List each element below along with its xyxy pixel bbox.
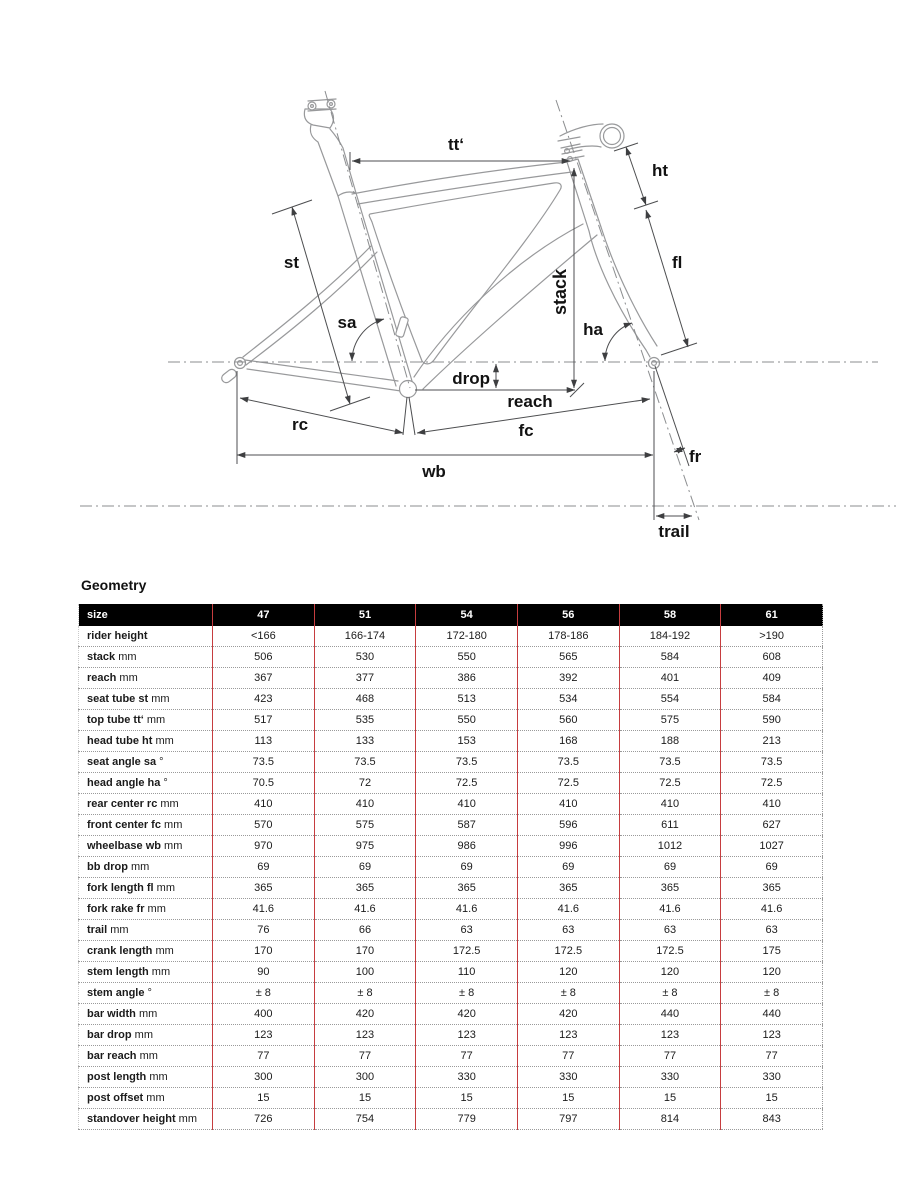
value-cell: 123 xyxy=(314,1025,416,1046)
size-column-header: 47 xyxy=(213,604,315,626)
value-cell: 535 xyxy=(314,710,416,731)
st-dimension xyxy=(292,207,350,404)
value-cell: 77 xyxy=(213,1046,315,1067)
row-label: front center fc mm xyxy=(79,815,213,836)
value-cell: 587 xyxy=(416,815,518,836)
row-label: rider height xyxy=(79,626,213,647)
table-row xyxy=(79,1046,823,1067)
geometry-table xyxy=(78,604,823,1130)
value-cell: 797 xyxy=(517,1109,619,1130)
size-column-header: 58 xyxy=(619,604,721,626)
value-cell: 170 xyxy=(213,941,315,962)
value-cell: 575 xyxy=(314,815,416,836)
value-cell: 175 xyxy=(721,941,823,962)
value-cell: 608 xyxy=(721,647,823,668)
table-row xyxy=(79,962,823,983)
value-cell: 100 xyxy=(314,962,416,983)
value-cell: 41.6 xyxy=(619,899,721,920)
value-cell: 517 xyxy=(213,710,315,731)
table-row xyxy=(79,1025,823,1046)
value-cell: 73.5 xyxy=(314,752,416,773)
table-row xyxy=(79,752,823,773)
table-row xyxy=(79,983,823,1004)
value-cell: 420 xyxy=(517,1004,619,1025)
value-cell: 63 xyxy=(517,920,619,941)
value-cell: 69 xyxy=(619,857,721,878)
row-label: fork length fl mm xyxy=(79,878,213,899)
table-row xyxy=(79,815,823,836)
value-cell: 506 xyxy=(213,647,315,668)
value-cell: ± 8 xyxy=(619,983,721,1004)
value-cell: 410 xyxy=(619,794,721,815)
value-cell: 41.6 xyxy=(213,899,315,920)
value-cell: 184-192 xyxy=(619,626,721,647)
value-cell: 330 xyxy=(721,1067,823,1088)
value-cell: 73.5 xyxy=(721,752,823,773)
value-cell: 77 xyxy=(721,1046,823,1067)
dim-label-trail: trail xyxy=(658,522,690,541)
table-row xyxy=(79,626,823,647)
row-label: crank length mm xyxy=(79,941,213,962)
dim-label-stack: stack xyxy=(550,268,570,316)
value-cell: 41.6 xyxy=(314,899,416,920)
value-cell: 596 xyxy=(517,815,619,836)
table-row xyxy=(79,710,823,731)
value-cell: 410 xyxy=(416,794,518,815)
value-cell: 76 xyxy=(213,920,315,941)
value-cell: 365 xyxy=(314,878,416,899)
value-cell: 123 xyxy=(721,1025,823,1046)
value-cell: 534 xyxy=(517,689,619,710)
value-cell: 330 xyxy=(619,1067,721,1088)
value-cell: 365 xyxy=(721,878,823,899)
table-row xyxy=(79,647,823,668)
value-cell: 584 xyxy=(721,689,823,710)
value-cell: 72.5 xyxy=(619,773,721,794)
seat-axis-line xyxy=(325,91,410,388)
steering-axis-line xyxy=(556,100,699,520)
dim-label-fl: fl xyxy=(672,253,683,272)
value-cell: 584 xyxy=(619,647,721,668)
value-cell: 15 xyxy=(213,1088,315,1109)
row-label: wheelbase wb mm xyxy=(79,836,213,857)
value-cell: 386 xyxy=(416,668,518,689)
row-label: seat angle sa ° xyxy=(79,752,213,773)
value-cell: 69 xyxy=(314,857,416,878)
value-cell: 72.5 xyxy=(416,773,518,794)
row-label: stack mm xyxy=(79,647,213,668)
table-row xyxy=(79,878,823,899)
table-row xyxy=(79,857,823,878)
value-cell: 377 xyxy=(314,668,416,689)
value-cell: 15 xyxy=(619,1088,721,1109)
value-cell: 575 xyxy=(619,710,721,731)
value-cell: 627 xyxy=(721,815,823,836)
value-cell: 70.5 xyxy=(213,773,315,794)
value-cell: 468 xyxy=(314,689,416,710)
value-cell: 420 xyxy=(416,1004,518,1025)
value-cell: 90 xyxy=(213,962,315,983)
row-label: fork rake fr mm xyxy=(79,899,213,920)
value-cell: 409 xyxy=(721,668,823,689)
value-cell: 15 xyxy=(314,1088,416,1109)
value-cell: 365 xyxy=(517,878,619,899)
value-cell: 400 xyxy=(213,1004,315,1025)
value-cell: 72.5 xyxy=(517,773,619,794)
value-cell: 110 xyxy=(416,962,518,983)
row-label: seat tube st mm xyxy=(79,689,213,710)
value-cell: 73.5 xyxy=(517,752,619,773)
value-cell: 41.6 xyxy=(416,899,518,920)
value-cell: 590 xyxy=(721,710,823,731)
value-cell: 611 xyxy=(619,815,721,836)
value-cell: 123 xyxy=(517,1025,619,1046)
value-cell: ± 8 xyxy=(721,983,823,1004)
dim-label-wb: wb xyxy=(422,462,446,481)
bike-frame-drawing xyxy=(220,99,660,398)
value-cell: 153 xyxy=(416,731,518,752)
value-cell: 73.5 xyxy=(213,752,315,773)
value-cell: 570 xyxy=(213,815,315,836)
value-cell: 69 xyxy=(517,857,619,878)
value-cell: 166-174 xyxy=(314,626,416,647)
value-cell: 814 xyxy=(619,1109,721,1130)
value-cell: 63 xyxy=(619,920,721,941)
dim-label-fr: fr xyxy=(689,447,702,466)
value-cell: 410 xyxy=(314,794,416,815)
dim-label-sa: sa xyxy=(337,313,357,332)
value-cell: 63 xyxy=(721,920,823,941)
value-cell: 330 xyxy=(416,1067,518,1088)
value-cell: 1012 xyxy=(619,836,721,857)
value-cell: 133 xyxy=(314,731,416,752)
value-cell: 77 xyxy=(619,1046,721,1067)
value-cell: 172.5 xyxy=(416,941,518,962)
value-cell: 410 xyxy=(517,794,619,815)
value-cell: 172.5 xyxy=(619,941,721,962)
value-cell: 15 xyxy=(416,1088,518,1109)
rc-dimension xyxy=(240,398,403,433)
row-label: reach mm xyxy=(79,668,213,689)
value-cell: 120 xyxy=(517,962,619,983)
row-label: bb drop mm xyxy=(79,857,213,878)
value-cell: ± 8 xyxy=(517,983,619,1004)
value-cell: 66 xyxy=(314,920,416,941)
dim-label-tt: tt‘ xyxy=(447,135,465,154)
value-cell: 986 xyxy=(416,836,518,857)
table-row xyxy=(79,1004,823,1025)
size-column-header: 54 xyxy=(416,604,518,626)
dimension-labels xyxy=(284,135,702,541)
value-cell: 300 xyxy=(213,1067,315,1088)
row-label: standover height mm xyxy=(79,1109,213,1130)
row-label: rear center rc mm xyxy=(79,794,213,815)
fl-dimension xyxy=(646,210,688,347)
section-title: Geometry xyxy=(81,577,147,593)
value-cell: 843 xyxy=(721,1109,823,1130)
value-cell: 188 xyxy=(619,731,721,752)
value-cell: 530 xyxy=(314,647,416,668)
sa-angle-arc xyxy=(352,319,384,361)
row-label: head angle ha ° xyxy=(79,773,213,794)
row-label: stem angle ° xyxy=(79,983,213,1004)
value-cell: 550 xyxy=(416,710,518,731)
value-cell: 120 xyxy=(721,962,823,983)
value-cell: 123 xyxy=(416,1025,518,1046)
table-row xyxy=(79,941,823,962)
value-cell: 41.6 xyxy=(517,899,619,920)
value-cell: 15 xyxy=(721,1088,823,1109)
value-cell: 213 xyxy=(721,731,823,752)
table-row xyxy=(79,1109,823,1130)
value-cell: 172-180 xyxy=(416,626,518,647)
bike-geometry-diagram xyxy=(0,0,900,560)
dim-label-ht: ht xyxy=(652,161,669,180)
value-cell: 172.5 xyxy=(517,941,619,962)
value-cell: 69 xyxy=(721,857,823,878)
value-cell: <166 xyxy=(213,626,315,647)
value-cell: 423 xyxy=(213,689,315,710)
row-label: trail mm xyxy=(79,920,213,941)
value-cell: 392 xyxy=(517,668,619,689)
value-cell: 440 xyxy=(721,1004,823,1025)
dim-label-rc: rc xyxy=(291,415,309,434)
value-cell: 440 xyxy=(619,1004,721,1025)
table-row xyxy=(79,899,823,920)
value-cell: 77 xyxy=(314,1046,416,1067)
value-cell: 72 xyxy=(314,773,416,794)
value-cell: 178-186 xyxy=(517,626,619,647)
value-cell: >190 xyxy=(721,626,823,647)
row-label: post length mm xyxy=(79,1067,213,1088)
value-cell: 113 xyxy=(213,731,315,752)
dim-label-fc: fc xyxy=(518,421,534,440)
size-column-header: 51 xyxy=(314,604,416,626)
row-label: stem length mm xyxy=(79,962,213,983)
value-cell: 69 xyxy=(213,857,315,878)
value-cell: 1027 xyxy=(721,836,823,857)
value-cell: 420 xyxy=(314,1004,416,1025)
row-label: head tube ht mm xyxy=(79,731,213,752)
value-cell: 365 xyxy=(416,878,518,899)
table-row xyxy=(79,689,823,710)
value-cell: 565 xyxy=(517,647,619,668)
dim-label-st: st xyxy=(283,253,299,272)
ha-angle-arc xyxy=(605,323,632,361)
table-row xyxy=(79,773,823,794)
value-cell: 726 xyxy=(213,1109,315,1130)
value-cell: ± 8 xyxy=(213,983,315,1004)
row-label: bar drop mm xyxy=(79,1025,213,1046)
value-cell: 73.5 xyxy=(416,752,518,773)
value-cell: 77 xyxy=(416,1046,518,1067)
dimension-lines xyxy=(237,143,697,520)
value-cell: 63 xyxy=(416,920,518,941)
value-cell: 554 xyxy=(619,689,721,710)
row-label: bar width mm xyxy=(79,1004,213,1025)
value-cell: 970 xyxy=(213,836,315,857)
value-cell: 975 xyxy=(314,836,416,857)
value-cell: 73.5 xyxy=(619,752,721,773)
table-row xyxy=(79,920,823,941)
value-cell: 123 xyxy=(619,1025,721,1046)
value-cell: 170 xyxy=(314,941,416,962)
ht-dimension xyxy=(626,147,646,205)
table-row xyxy=(79,836,823,857)
value-cell: ± 8 xyxy=(416,983,518,1004)
value-cell: 365 xyxy=(619,878,721,899)
row-label: post offset mm xyxy=(79,1088,213,1109)
value-cell: 168 xyxy=(517,731,619,752)
table-row xyxy=(79,668,823,689)
value-cell: 410 xyxy=(213,794,315,815)
table-row xyxy=(79,1067,823,1088)
value-cell: 779 xyxy=(416,1109,518,1130)
value-cell: 330 xyxy=(517,1067,619,1088)
value-cell: 123 xyxy=(213,1025,315,1046)
value-cell: 550 xyxy=(416,647,518,668)
table-header-row xyxy=(79,604,823,626)
dim-label-reach: reach xyxy=(507,392,553,411)
table-row xyxy=(79,794,823,815)
value-cell: 15 xyxy=(517,1088,619,1109)
value-cell: 300 xyxy=(314,1067,416,1088)
value-cell: 996 xyxy=(517,836,619,857)
value-cell: 365 xyxy=(213,878,315,899)
value-cell: 513 xyxy=(416,689,518,710)
value-cell: 367 xyxy=(213,668,315,689)
size-column-header: 56 xyxy=(517,604,619,626)
dim-label-drop: drop xyxy=(452,369,490,388)
value-cell: 754 xyxy=(314,1109,416,1130)
value-cell: 120 xyxy=(619,962,721,983)
value-cell: ± 8 xyxy=(314,983,416,1004)
size-header-label: size xyxy=(79,604,213,626)
size-column-header: 61 xyxy=(721,604,823,626)
dim-label-ha: ha xyxy=(583,320,603,339)
table-row xyxy=(79,731,823,752)
reference-axes xyxy=(80,91,896,520)
table-row xyxy=(79,1088,823,1109)
row-label: bar reach mm xyxy=(79,1046,213,1067)
value-cell: 401 xyxy=(619,668,721,689)
value-cell: 69 xyxy=(416,857,518,878)
value-cell: 72.5 xyxy=(721,773,823,794)
row-label: top tube tt‘ mm xyxy=(79,710,213,731)
value-cell: 77 xyxy=(517,1046,619,1067)
value-cell: 41.6 xyxy=(721,899,823,920)
value-cell: 560 xyxy=(517,710,619,731)
value-cell: 410 xyxy=(721,794,823,815)
